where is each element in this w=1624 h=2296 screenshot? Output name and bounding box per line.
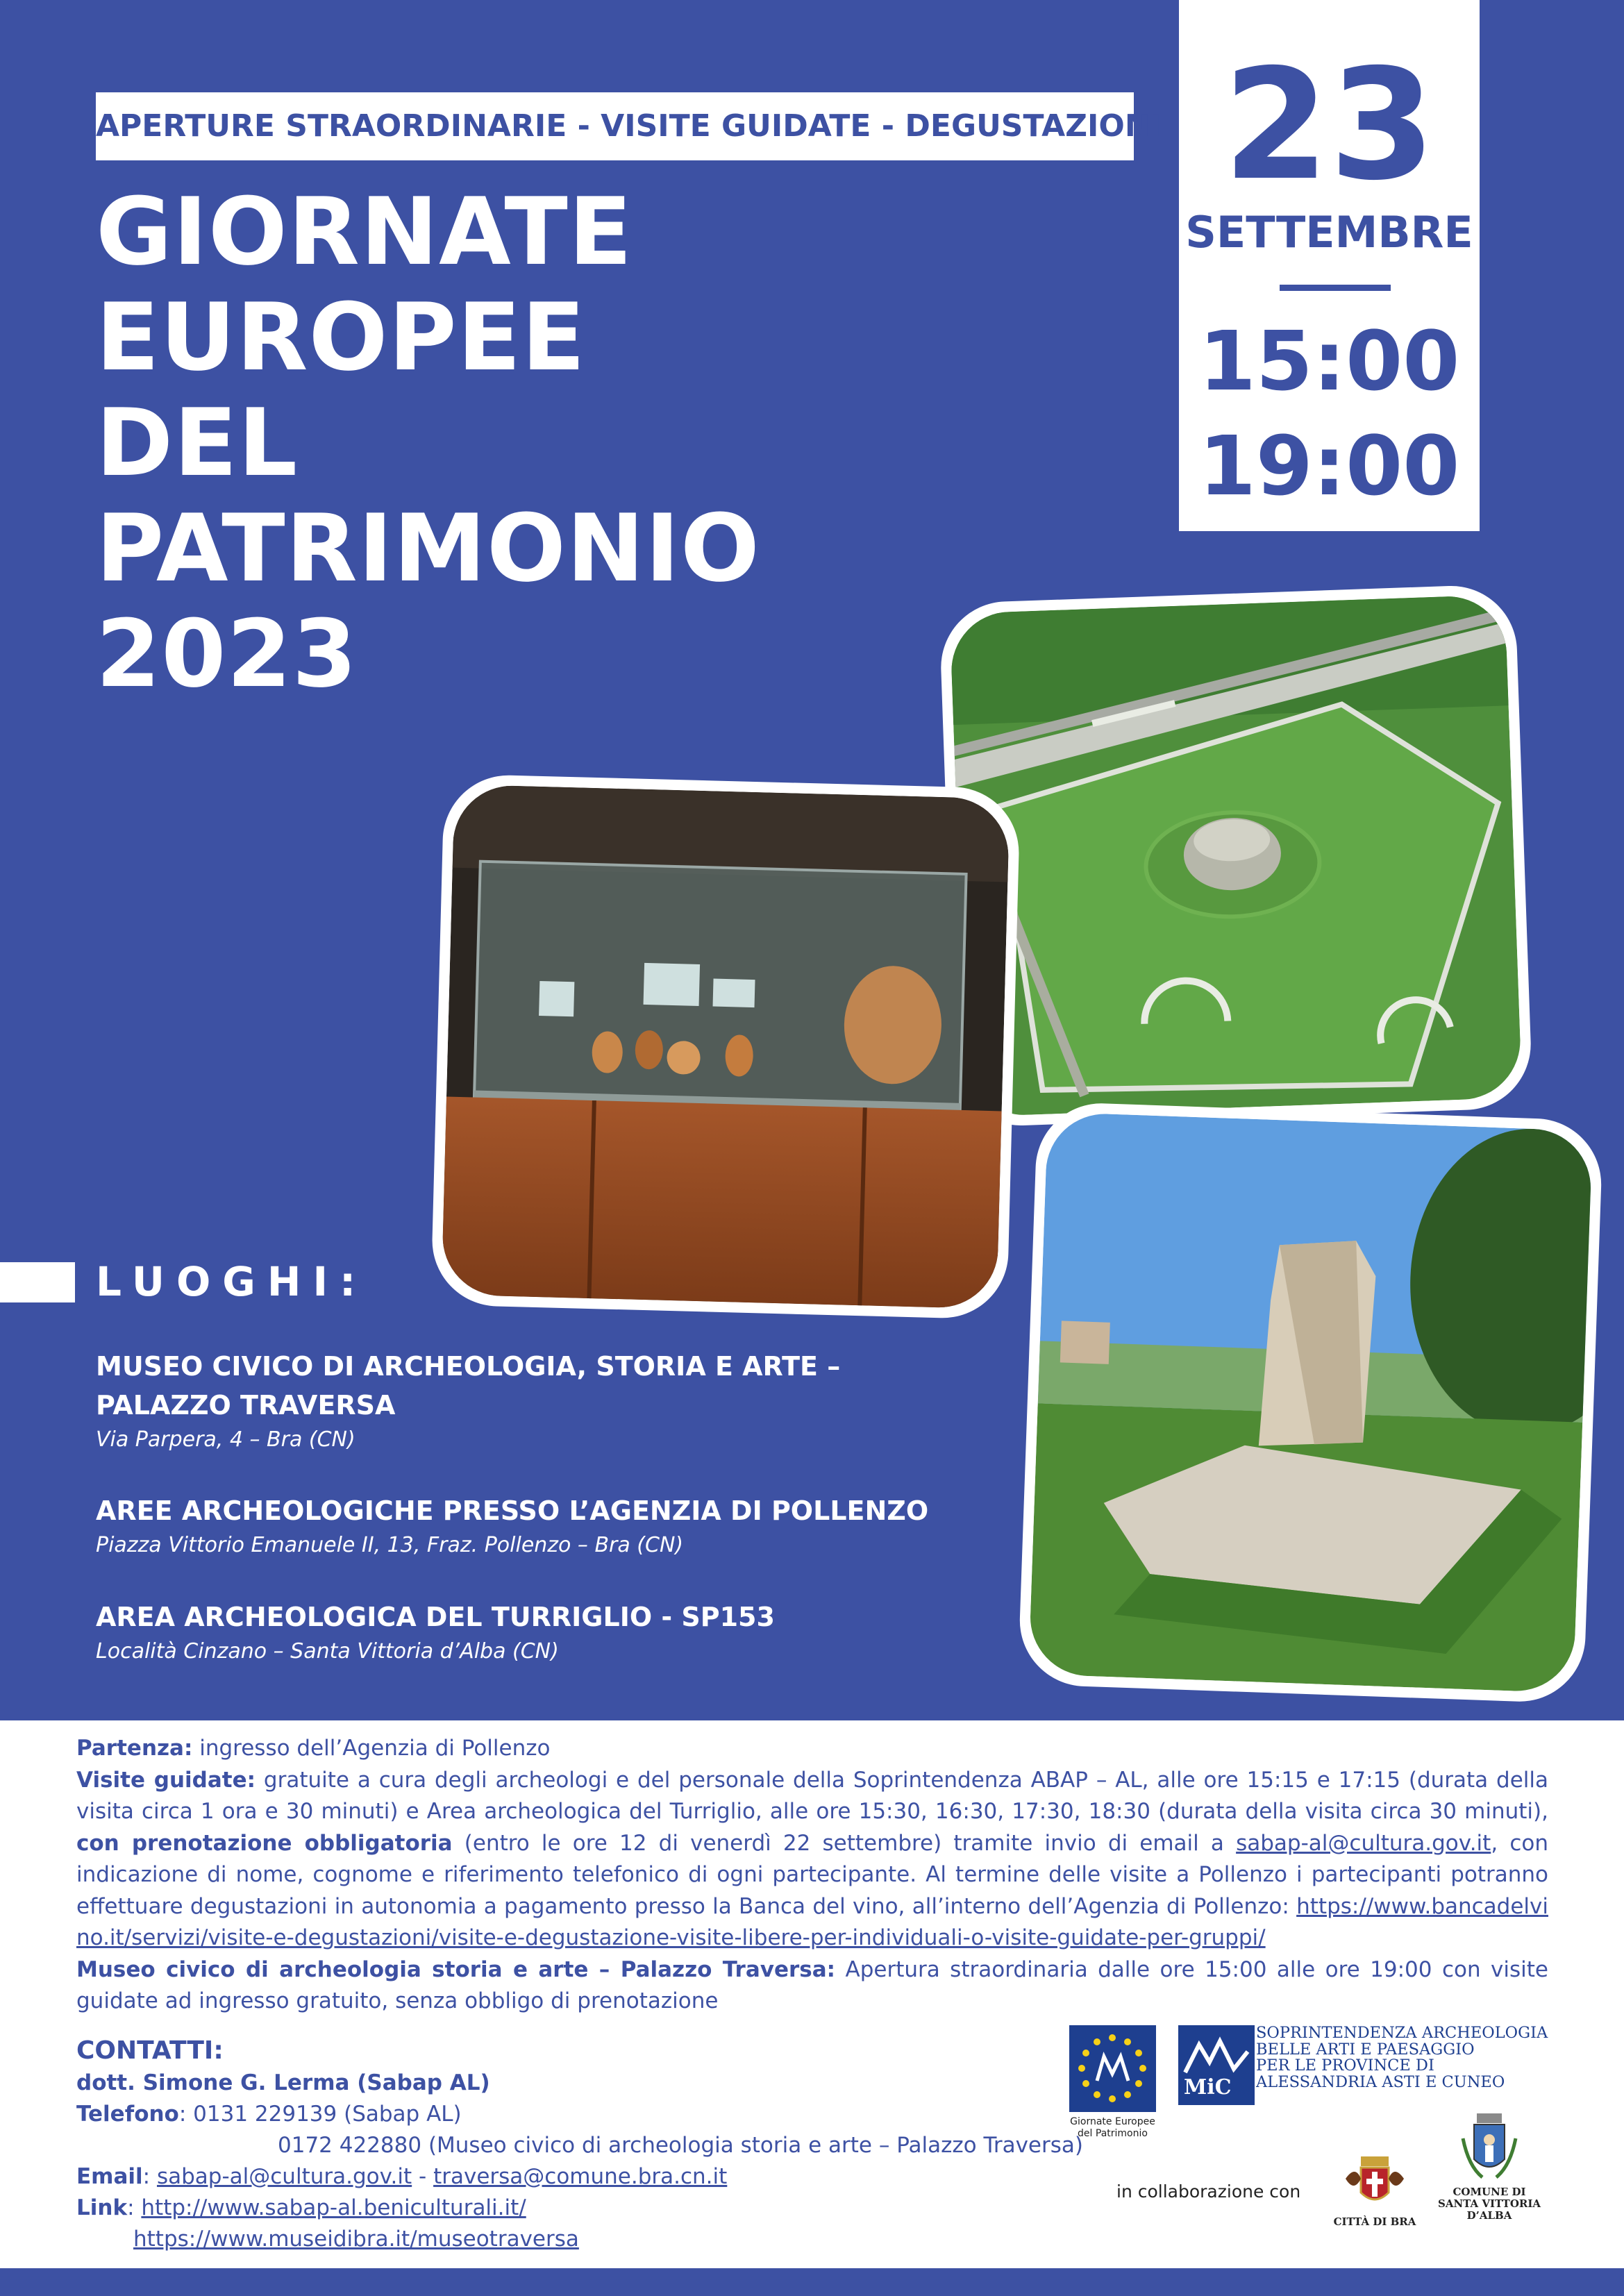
place-turriglio	[96, 1598, 775, 1667]
museum-photo	[430, 773, 1021, 1319]
phone-label: Telefono	[76, 2102, 179, 2127]
place-name: AREA ARCHEOLOGICA DEL TURRIGLIO - SP153	[96, 1602, 775, 1632]
time-end: 19:00	[1198, 418, 1460, 514]
guided-tours-label: Visite guidate:	[76, 1767, 256, 1793]
phone-1: : 0131 229139 (Sabap AL)	[178, 2102, 462, 2127]
soprintendenza-name	[1256, 2025, 1548, 2090]
aerial-photo	[939, 584, 1533, 1128]
date-box	[1179, 0, 1480, 531]
gep-caption-line: Giornate Europee	[1070, 2116, 1155, 2127]
title-line: DEL	[96, 389, 299, 497]
date-month: SETTEMBRE	[1185, 207, 1473, 258]
place-pollenzo	[96, 1491, 928, 1561]
santa-vittoria-name: D’ALBA	[1466, 2209, 1512, 2222]
booking-email-link[interactable]: sabap-al@cultura.gov.it	[1236, 1830, 1491, 1856]
museum-paragraph	[76, 1954, 1548, 2018]
subtitle-banner: APERTURE STRAORDINARIE - VISITE GUIDATE - DEGUSTAZIONI	[96, 92, 1134, 160]
soprintendenza-logo	[1178, 2024, 1548, 2105]
soprintendenza-line: SOPRINTENDENZA ARCHEOLOGIA	[1256, 2024, 1548, 2042]
soprintendenza-line: PER LE PROVINCE DI	[1256, 2056, 1434, 2075]
title-line: PATRIMONIO	[96, 494, 760, 603]
place-address: Via Parpera, 4 – Bra (CN)	[96, 1427, 355, 1452]
departure-text: ingresso dell’Agenzia di Pollenzo	[192, 1736, 551, 1761]
section-marker	[0, 1262, 75, 1302]
guided-tours-text: (entro le ore 12 di venerdì 22 settembre) tramite invio di email a	[452, 1830, 1237, 1856]
wine-bank-link[interactable]: https://www.bancadelvino.it/servizi/visite-e-degustazioni/visite-e-degustazione-visite-libere-per-individuali-o-visite-guidate-per-gruppi/	[76, 1893, 1548, 1950]
time-start: 15:00	[1198, 313, 1460, 409]
place-address: Località Cinzano – Santa Vittoria d’Alba (CN)	[96, 1639, 559, 1664]
title-line: GIORNATE	[96, 178, 633, 286]
santa-vittoria-crest	[1437, 2111, 1541, 2222]
contacts-heading: CONTATTI:	[76, 2036, 224, 2065]
phone-2: 0172 422880 (Museo civico di archeologia storia e arte – Palazzo Traversa)	[278, 2133, 1083, 2158]
collaboration-label: in collaborazione con	[1116, 2181, 1301, 2202]
santa-vittoria-name: COMUNE DI	[1453, 2186, 1526, 2198]
email-label: Email	[76, 2164, 143, 2189]
gep-logo	[1069, 2025, 1156, 2140]
place-address: Piazza Vittorio Emanuele II, 13, Fraz. Pollenzo – Bra (CN)	[96, 1533, 684, 1557]
guided-tours-text: gratuite a cura degli archeologi e del personale della Soprintendenza ABAP – AL, alle ore 15:15 e 17:15 (durata della visita circa 1 ora e 30 minuti) e Area archeologica del Turriglio, alle ore 15:30, 16:30, 17:30, 18:30 (durata della visita circa 30 minuti),	[76, 1767, 1549, 1824]
museum-label: Museo civico di archeologia storia e arte – Palazzo Traversa:	[76, 1956, 836, 1982]
gep-caption-line: del Patrimonio	[1078, 2128, 1148, 2139]
place-museum	[96, 1347, 840, 1455]
link-label: Link	[76, 2195, 128, 2220]
soprintendenza-line: ALESSANDRIA ASTI E CUNEO	[1256, 2072, 1505, 2091]
contacts: CONTATTI: dott. Simone G. Lerma (Sabap AL) Telefono: 0131 229139 (Sabap AL) 0172 422880 (Museo civico di archeologia storia e arte – Palazzo Traversa) Email: sabap-al@cultura.gov.it - traversa@comune.bra.cn.it Link: http://www.sabap-al.beniculturali.it/ https://www.museidibra.it/museotraversa	[76, 2034, 1083, 2255]
gep-caption	[1069, 2116, 1156, 2140]
guided-tours-paragraph	[76, 1765, 1548, 1954]
museum-text: Apertura straordinaria dalle ore 15:00 alle ore 19:00 con visite guidate ad ingresso gratuito, senza obbligo di prenotazione	[76, 1956, 1548, 2013]
bra-crest-icon	[1340, 2151, 1409, 2213]
place-name: PALAZZO TRAVERSA	[96, 1390, 396, 1421]
place-name: AREE ARCHEOLOGICHE PRESSO L’AGENZIA DI POLLENZO	[96, 1495, 929, 1526]
santa-vittoria-name: SANTA VITTORIA	[1437, 2197, 1541, 2210]
santa-vittoria-crest-icon	[1455, 2111, 1524, 2184]
mic-icon	[1178, 2025, 1255, 2105]
eu-stars-icon	[1069, 2025, 1156, 2112]
soprintendenza-line: BELLE ARTI E PAESAGGIO	[1256, 2040, 1475, 2059]
page-title	[96, 179, 1068, 707]
email-link-traversa[interactable]: traversa@comune.bra.cn.it	[433, 2164, 728, 2189]
booking-required: con prenotazione obbligatoria	[76, 1830, 453, 1856]
departure-paragraph	[76, 1733, 1548, 1765]
email-link-sabap[interactable]: sabap-al@cultura.gov.it	[156, 2164, 412, 2189]
bra-name: CITTÀ DI BRA	[1333, 2215, 1416, 2228]
email-separator: -	[412, 2164, 434, 2189]
ruin-photo	[1018, 1101, 1604, 1704]
guided-tours-text: , con indicazione di nome, cognome e riferimento telefonico di ogni partecipante. Al termine delle visite a Pollenzo i partecipanti potranno effettuare degustazioni in autonomia a pagamento presso la Banca del vino, all’interno dell’Agenzia di Pollenzo:	[76, 1830, 1548, 1919]
title-line: EUROPEE	[96, 283, 586, 392]
bra-crest	[1323, 2151, 1427, 2228]
info-text	[76, 1733, 1548, 2018]
date-day: 23	[1223, 36, 1436, 214]
title-line: 2023	[96, 600, 358, 708]
places-heading: LUOGHI:	[96, 1258, 368, 1305]
place-name: MUSEO CIVICO DI ARCHEOLOGIA, STORIA E ARTE –	[96, 1351, 841, 1382]
link-sabap[interactable]: http://www.sabap-al.beniculturali.it/	[141, 2195, 526, 2220]
date-divider	[1280, 285, 1391, 291]
footer-bar	[0, 2268, 1624, 2296]
departure-label: Partenza:	[76, 1736, 193, 1761]
link-museum[interactable]: https://www.museidibra.it/museotraversa	[133, 2227, 579, 2252]
contact-person: dott. Simone G. Lerma (Sabap AL)	[76, 2070, 490, 2095]
mic-mark-text: MiC	[1184, 2075, 1232, 2100]
